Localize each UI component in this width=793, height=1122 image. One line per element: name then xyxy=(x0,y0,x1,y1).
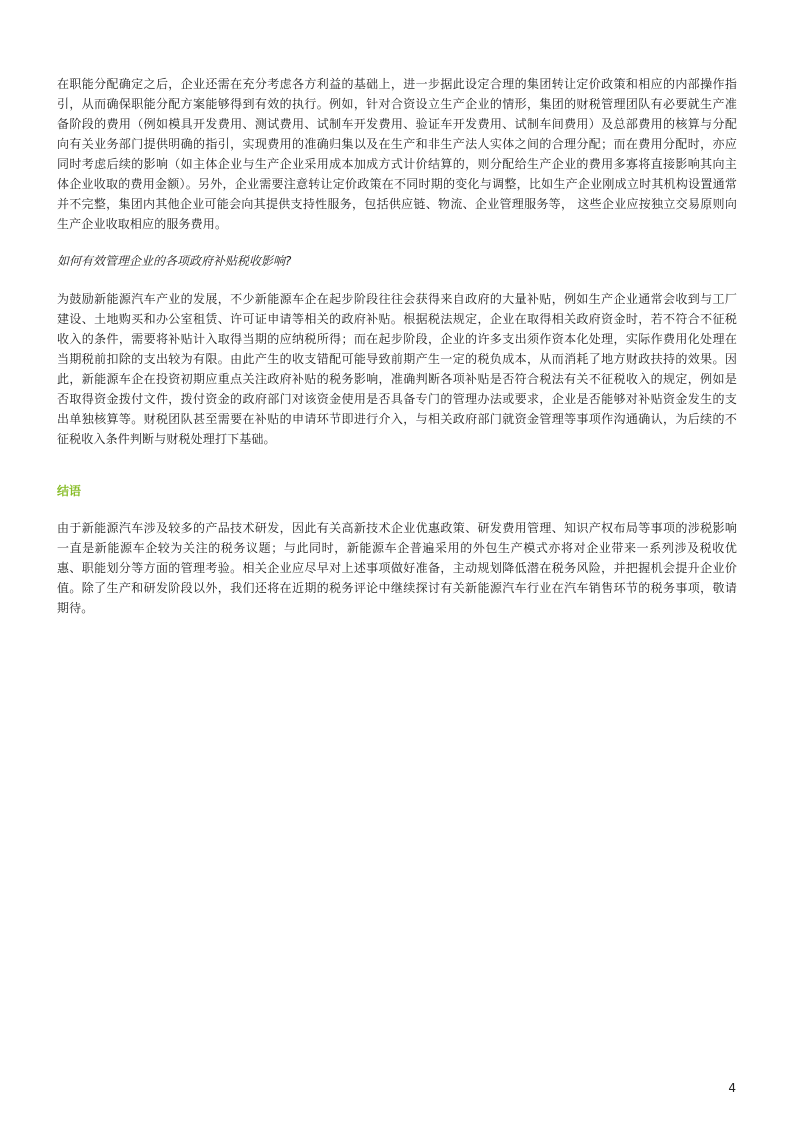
paragraph-government-subsidies: 为鼓励新能源汽车产业的发展，不少新能源车企在起步阶段往往会获得来自政府的大量补贴，例如生产企业通常会收到与工厂建设、土地购买和办公室租赁、许可证申请等相关的政府补贴。根据税法规定，企业在取得相关政府资金时，若不符合不征税收入的条件，需要将补贴计入取得当期的应纳税所得；而在起步阶段，企业的许多支出须作资本化处理，实际作费用化处理在当期税前扣除的支出较为有限。由此产生的收支错配可能导致前期产生一定的税负成本，从而消耗了地方财政扶持的效果。因此，新能源车企在投资初期应重点关注政府补贴的税务影响，准确判断各项补贴是否符合税法有关不征税收入的规定，例如是否取得资金拨付文件，拨付资金的政府部门对该资金使用是否具备专门的管理办法或要求，企业是否能够对补贴资金发生的支出单独核算等。财税团队甚至需要在补贴的申请环节即进行介入，与相关政府部门就资金管理等事项作沟通确认，为后续的不征税收入条件判断与财税处理打下基础。 xyxy=(57,292,737,446)
page-number: 4 xyxy=(728,1081,736,1095)
section-question: 如何有效管理企业的各项政府补贴税收影响? xyxy=(57,254,292,268)
document-body xyxy=(57,74,737,618)
paragraph-conclusion: 由于新能源汽车涉及较多的产品技术研发，因此有关高新技术企业优惠政策、研发费用管理、知识产权布局等事项的涉税影响一直是新能源车企较为关注的税务议题；与此同时，新能源车企普遍采用的外包生产模式亦将对企业带来一系列涉及税收优惠、职能划分等方面的管理考验。相关企业应尽早对上述事项做好准备，主动规划降低潜在税务风险，并把握机会提升企业价值。除了生产和研发阶段以外，我们还将在近期的税务评论中继续探讨有关新能源汽车行业在汽车销售环节的税务事项，敬请期待。 xyxy=(57,521,737,615)
section-heading-conclusion: 结语 xyxy=(57,484,82,498)
paragraph-transfer-pricing: 在职能分配确定之后，企业还需在充分考虑各方利益的基础上，进一步据此设定合理的集团转让定价政策和相应的内部操作指引，从而确保职能分配方案能够得到有效的执行。例如，针对合资设立生产企业的情形，集团的财税管理团队有必要就生产准备阶段的费用（例如模具开发费用、测试费用、试制车开发费用、验证车开发费用、试制车间费用）及总部费用的核算与分配向有关业务部门提供明确的指引，实现费用的准确归集以及在生产和非生产法人实体之间的合理分配；而在费用分配时，亦应同时考虑后续的影响（如主体企业与生产企业采用成本加成方式计价结算的，则分配给生产企业的费用多寡将直接影响其向主体企业收取的费用金额）。另外，企业需要注意转让定价政策在不同时期的变化与调整，比如生产企业刚成立时其机构设置通常并不完整，集团内其他企业可能会向其提供支持性服务，包括供应链、物流、企业管理服务等， 这些企业应按独立交易原则向生产企业收取相应的服务费用。 xyxy=(57,77,737,231)
